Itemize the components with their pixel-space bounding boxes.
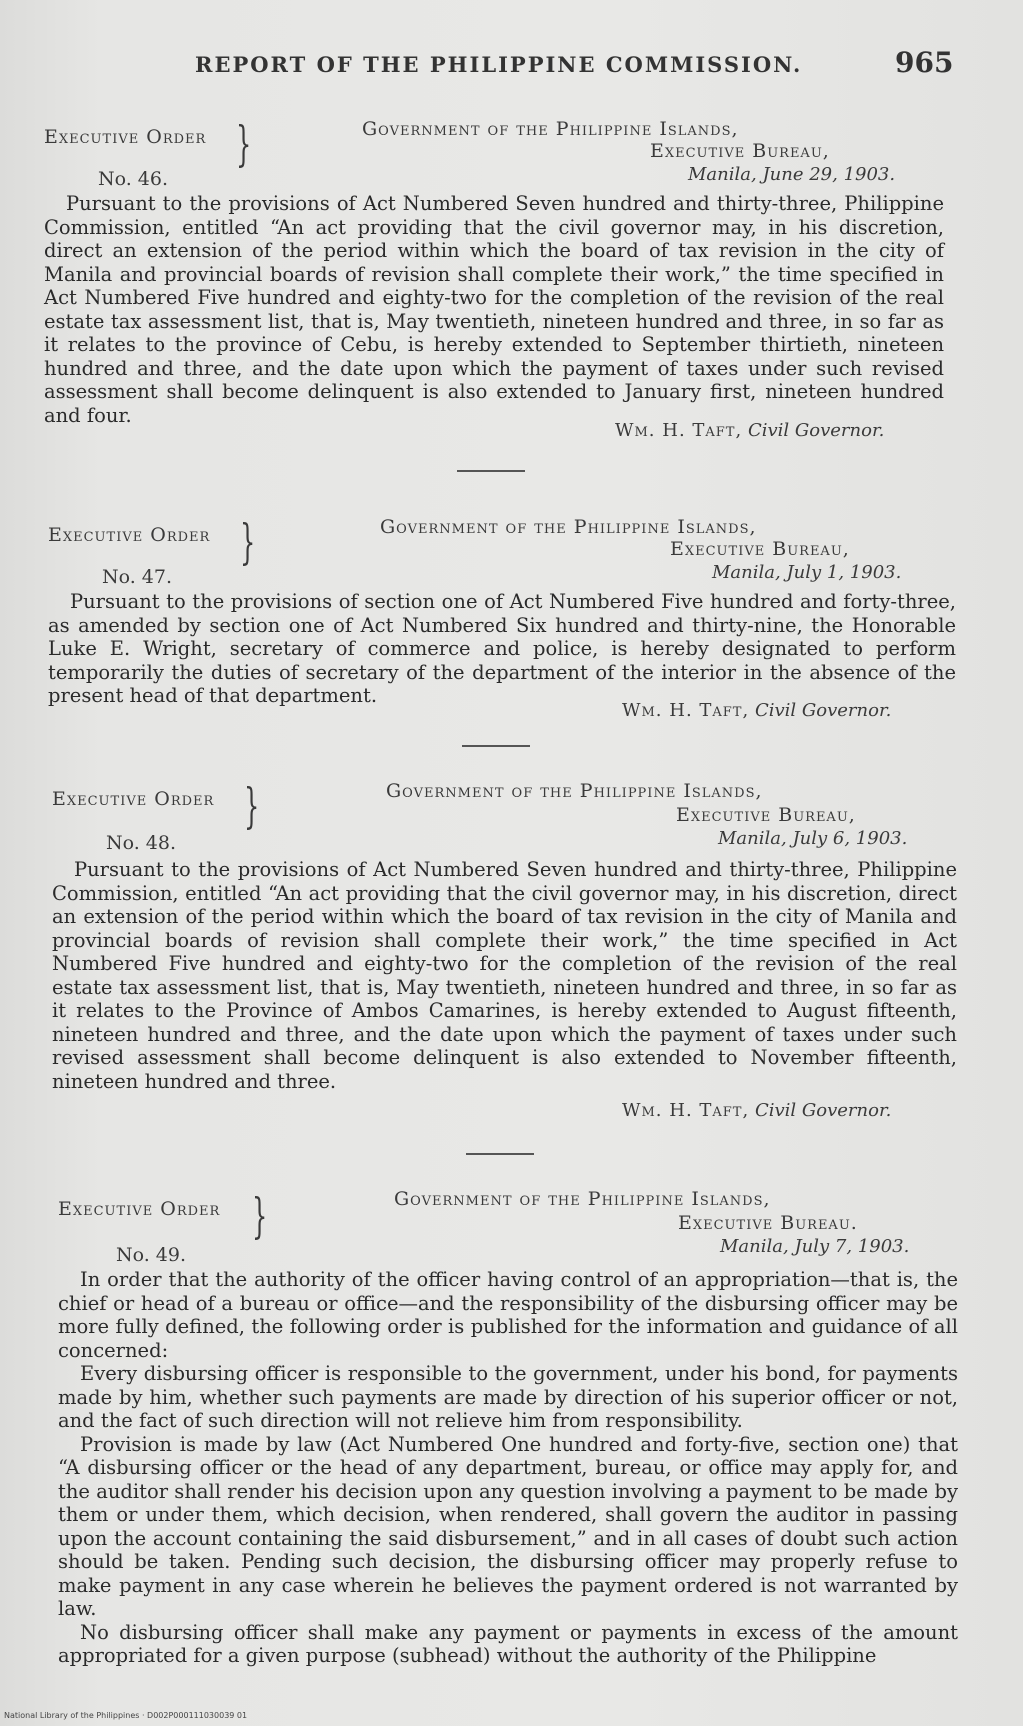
signature-name: Wm. H. Taft, (615, 420, 743, 441)
government-heading: Government of the Philippine Islands, (362, 118, 739, 140)
brace: } (252, 1188, 268, 1244)
order-text (58, 1268, 958, 1668)
order-paragraph: Provision is made by law (Act Numbered One hundred and forty-five, section one) that “A disbursing officer or the head of any department, bureau, or office may apply for, and the auditor shall render his decision upon any question involving a payment to be made by them or under them, which decision, when rendered, shall govern the auditor in passing upon the account containing the said disbursement,” and in all cases of doubt such action should be taken. Pending such decision, the disbursing officer may properly refuse to make payment in any case wherein he believes the payment ordered is not warranted by law. (58, 1432, 958, 1620)
page-number: 965 (895, 46, 954, 79)
order-paragraph: No disbursing officer shall make any payment or payments in excess of the amount appropriated for a given purpose (subhead) without the authority of the Philippine (58, 1620, 958, 1667)
order-text (52, 858, 957, 1093)
brace: } (236, 116, 252, 172)
running-head: REPORT OF THE PHILIPPINE COMMISSION. (195, 52, 803, 77)
order-number: No. 48. (106, 832, 177, 854)
government-heading: Government of the Philippine Islands, (386, 780, 763, 802)
scan-footer: National Library of the Philippines · D002P000111030039 01 (4, 1711, 248, 1720)
order-paragraph: Pursuant to the provisions of Act Numbered Seven hundred and thirty-three, Philippine Commission, entitled “An act providing that the civil governor may, in his discretion, direct an extension of the period within which the board of tax revision in the city of Manila and provincial boards of revision shall complete their work,” the time specified in Act Numbered Five hundred and eighty-two for the completion of the revision of the real estate tax assessment list, that is, May twentieth, nineteen hundred and three, in so far as it relates to the province of Cebu, is hereby extended to September thirtieth, nineteen hundred and three, and the date upon which the payment of taxes under such revised assessment shall become delinquent is also extended to January first, nineteen hundred and four. (44, 192, 944, 427)
section-divider (457, 470, 525, 472)
order-paragraph: Pursuant to the provisions of section one of Act Numbered Five hundred and forty-three, as amended by section one of Act Numbered Six hundred and thirty-nine, the Honorable Luke E. Wright, secretary of commerce and police, is hereby designated to perform temporarily the duties of secretary of the department of the interior in the absence of the present head of that department. (48, 590, 956, 707)
signature-name: Wm. H. Taft, (622, 1100, 750, 1121)
brace: } (240, 514, 256, 570)
signature (622, 1100, 891, 1121)
order-text (48, 590, 956, 708)
order-paragraph: In order that the authority of the officer having control of an appropriation—that is, the chief or head of a bureau or office—and the responsibility of the disbursing officer may be more fully defined, the following order is published for the information and guidance of all concerned: (58, 1268, 958, 1362)
order-label: Executive Order (52, 788, 215, 810)
place-date: Manila, June 29, 1903. (688, 164, 896, 185)
order-text (44, 192, 944, 427)
government-heading: Government of the Philippine Islands, (394, 1188, 771, 1210)
bureau-heading: Executive Bureau, (670, 538, 850, 560)
bureau-heading: Executive Bureau. (678, 1212, 858, 1234)
order-number: No. 47. (102, 566, 173, 588)
signature-title: Civil Governor. (754, 1100, 892, 1121)
place-date: Manila, July 1, 1903. (712, 562, 902, 583)
order-paragraph: Pursuant to the provisions of Act Numbered Seven hundred and thirty-three, Philippine Commission, entitled “An act providing that the civil governor may, in his discretion, direct an extension of the period within which the board of tax revision in the city of Manila and provincial boards of revision shall complete their work,” the time specified in Act Numbered Five hundred and eighty-two for the completion of the revision of the real estate tax assessment list, that is, May twentieth, nineteen hundred and three, in so far as it relates to the Province of Ambos Camarines, is hereby extended to August fifteenth, nineteen hundred and three, and the date upon which the payment of taxes under such revised assessment shall become delinquent is also extended to November fifteenth, nineteen hundred and three. (52, 858, 957, 1093)
section-divider (466, 1153, 534, 1155)
signature-name: Wm. H. Taft, (622, 700, 750, 721)
order-label: Executive Order (58, 1198, 221, 1220)
order-label: Executive Order (44, 126, 207, 148)
order-number: No. 49. (116, 1244, 187, 1266)
place-date: Manila, July 7, 1903. (720, 1236, 910, 1257)
section-divider (462, 745, 530, 747)
bureau-heading: Executive Bureau, (676, 804, 856, 826)
government-heading: Government of the Philippine Islands, (380, 516, 757, 538)
order-paragraph: Every disbursing officer is responsible to the government, under his bond, for payments made by him, whether such payments are made by direction of his superior officer or not, and the fact of such direction will not relieve him from responsibility. (58, 1362, 958, 1432)
signature-title: Civil Governor. (747, 420, 885, 441)
signature (615, 420, 884, 441)
signature-title: Civil Governor. (754, 700, 892, 721)
order-number: No. 46. (98, 168, 169, 190)
signature (622, 700, 891, 721)
brace: } (244, 778, 260, 834)
bureau-heading: Executive Bureau, (650, 140, 830, 162)
order-label: Executive Order (48, 524, 211, 546)
place-date: Manila, July 6, 1903. (718, 828, 908, 849)
